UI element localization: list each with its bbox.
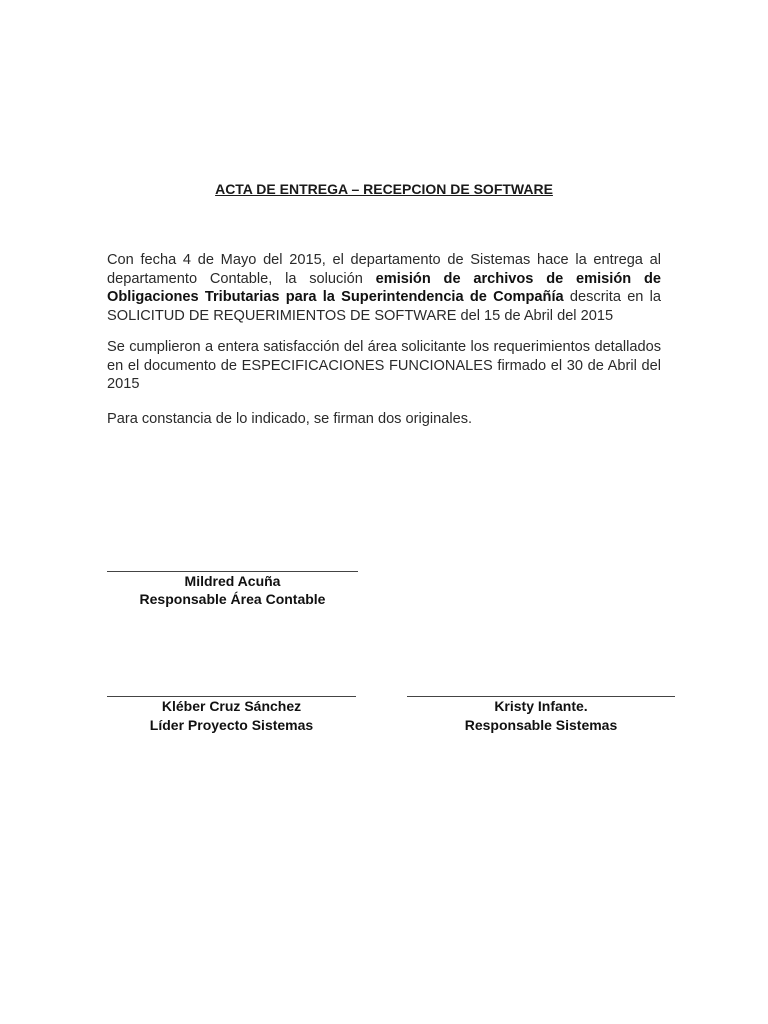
delivery-text-end: descrita en la SOLICITUD DE REQUERIMIENTOS DE SOFTWARE del 15 de Abril del 2015 — [107, 289, 662, 324]
signer-name-contable: Mildred Acuña — [184, 573, 281, 589]
delivery-text-start: Con fecha 4 de Mayo del 2015, el departamento de Sistemas hace la entrega al departamento Contable, la solución — [107, 252, 661, 287]
satisfaction-paragraph: Se cumplieron a entera satisfacción del área solicitante los requerimientos detallados en el documento de ESPECIFICACIONES FUNCIONALES firmado el 30 de Abril del 2015 — [107, 339, 661, 393]
constancy-paragraph: Para constancia de lo indicado, se firman dos originales. — [107, 411, 473, 427]
solution-name: emisión de archivos de emisión de Obligaciones Tributarias para la Superintendencia de Compañía — [107, 270, 661, 306]
signer-role-contable: Responsable Área Contable — [139, 591, 326, 607]
signer-role-lider: Líder Proyecto Sistemas — [149, 717, 314, 733]
delivery-paragraph — [107, 251, 661, 325]
document-title: ACTA DE ENTREGA – RECEPCION DE SOFTWARE — [215, 181, 553, 197]
signer-name-lider: Kléber Cruz Sánchez — [161, 698, 302, 714]
signer-name-sistemas: Kristy Infante. — [494, 698, 588, 714]
signer-role-sistemas: Responsable Sistemas — [464, 717, 618, 733]
